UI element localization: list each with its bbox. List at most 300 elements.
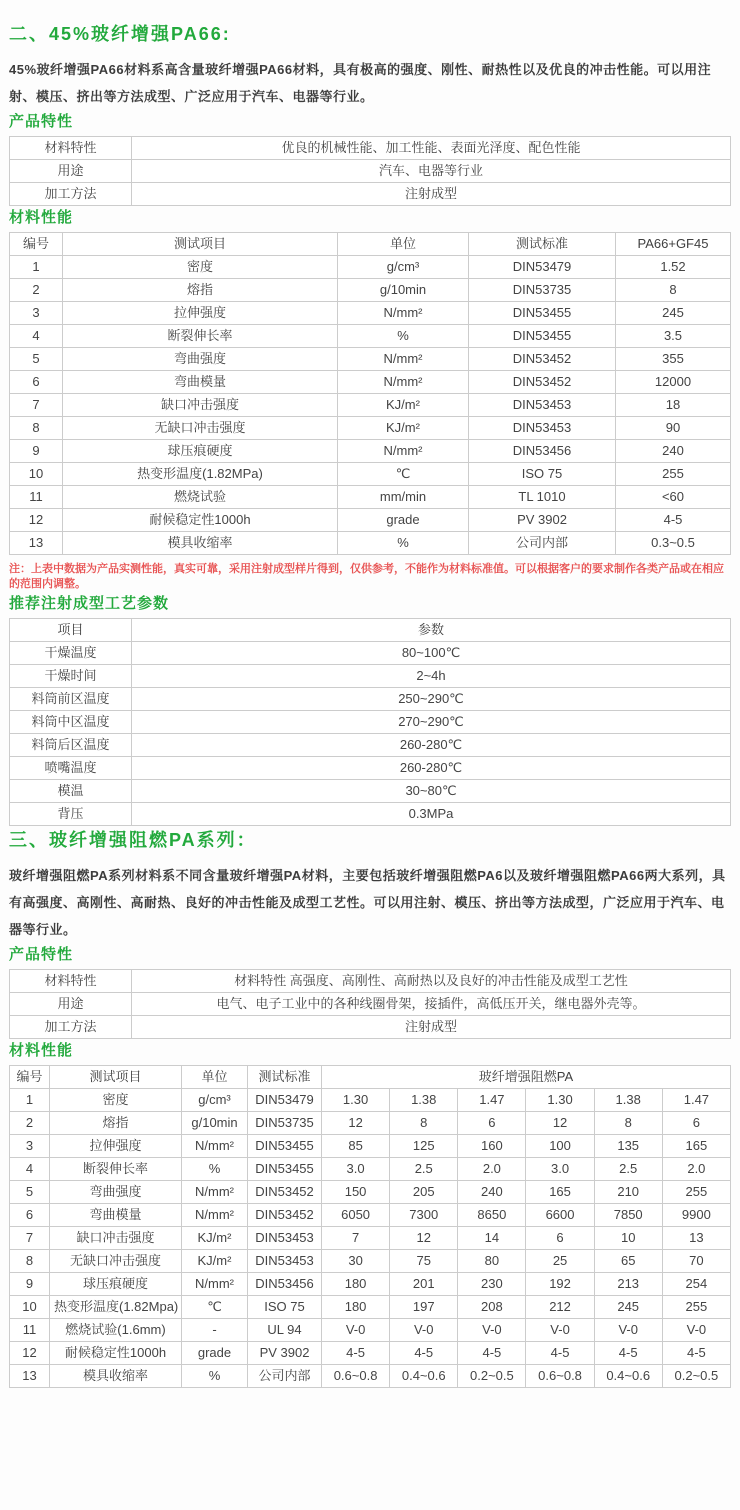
table-cell: 优良的机械性能、加工性能、表面光泽度、配色性能 (132, 137, 731, 160)
table-cell: DIN53452 (469, 348, 616, 371)
section-fr-pa-series (9, 826, 731, 1388)
table-cell: V-0 (390, 1319, 458, 1342)
section2-description: 45%玻纤增强PA66材料系高含量玻纤增强PA66材料，具有极高的强度、刚性、耐热性以及优良的冲击性能。可以用注射、模压、挤出等方法成型、广泛应用于汽车、电器等行业。 (9, 62, 712, 104)
table-cell: 密度 (50, 1089, 182, 1112)
table-cell: V-0 (662, 1319, 730, 1342)
table-row (10, 463, 731, 486)
table-row (10, 137, 731, 160)
table-cell: 8 (594, 1112, 662, 1135)
table-cell: KJ/m² (182, 1227, 248, 1250)
table-cell: 料筒后区温度 (10, 734, 132, 757)
table-cell: 10 (10, 463, 63, 486)
table-cell: 213 (594, 1273, 662, 1296)
table-cell: 4-5 (662, 1342, 730, 1365)
table-cell: g/10min (182, 1112, 248, 1135)
table-cell: 205 (390, 1181, 458, 1204)
table-cell: <60 (616, 486, 731, 509)
table-cell: 燃烧试验 (63, 486, 338, 509)
features-heading: 产品特性 (9, 113, 74, 130)
section2-title: 二、45%玻纤增强PA66: (9, 24, 231, 44)
table-cell: 260-280℃ (132, 734, 731, 757)
table-cell: 模具收缩率 (50, 1365, 182, 1388)
table-row (10, 1135, 731, 1158)
molding-parameters-body (10, 642, 731, 826)
material-properties-body-2 (10, 1089, 731, 1388)
material-properties-body (10, 256, 731, 555)
table-cell: DIN53735 (469, 279, 616, 302)
table-cell: 180 (322, 1296, 390, 1319)
table-cell: 355 (616, 348, 731, 371)
table-cell: 2.0 (458, 1158, 526, 1181)
table-cell: 背压 (10, 803, 132, 826)
table-cell: 197 (390, 1296, 458, 1319)
table-cell: 材料特性 (10, 137, 132, 160)
table-cell: 注射成型 (132, 183, 731, 206)
table-cell: 1.47 (458, 1089, 526, 1112)
table-cell: 缺口冲击强度 (50, 1227, 182, 1250)
table-cell: 192 (526, 1273, 594, 1296)
col-header-unit: 单位 (182, 1066, 248, 1089)
table-cell: DIN53479 (469, 256, 616, 279)
table-cell: 断裂伸长率 (63, 325, 338, 348)
table-row (10, 440, 731, 463)
table-cell: 210 (594, 1181, 662, 1204)
table-row (10, 1365, 731, 1388)
table-cell: N/mm² (338, 348, 469, 371)
table-cell: 7300 (390, 1204, 458, 1227)
table-cell: 0.3~0.5 (616, 532, 731, 555)
properties-heading: 材料性能 (9, 209, 74, 226)
table-row (10, 532, 731, 555)
material-properties-table-2 (9, 1065, 731, 1388)
table-cell: N/mm² (182, 1204, 248, 1227)
table-cell: 245 (594, 1296, 662, 1319)
table-cell: 10 (594, 1227, 662, 1250)
table-cell: % (182, 1158, 248, 1181)
table-cell: 165 (662, 1135, 730, 1158)
table-row (10, 1319, 731, 1342)
table-cell: 18 (616, 394, 731, 417)
table-cell: 240 (616, 440, 731, 463)
table-cell: N/mm² (338, 371, 469, 394)
table-cell: 11 (10, 486, 63, 509)
table-cell: 弯曲模量 (50, 1204, 182, 1227)
table-cell: 1.52 (616, 256, 731, 279)
table-cell: g/cm³ (338, 256, 469, 279)
table-row (10, 757, 731, 780)
table-cell: 12 (10, 509, 63, 532)
col-header-series-group: 玻纤增强阻燃PA (322, 1066, 731, 1089)
col-header-no: 编号 (10, 233, 63, 256)
table-cell: 13 (10, 1365, 50, 1388)
table-row (10, 1016, 731, 1039)
table-cell: 180 (322, 1273, 390, 1296)
table-cell: 0.3MPa (132, 803, 731, 826)
col-header-parameter: 参数 (132, 619, 731, 642)
table-cell: 6 (10, 1204, 50, 1227)
table-cell: 12 (526, 1112, 594, 1135)
table-row (10, 160, 731, 183)
table-cell: 80 (458, 1250, 526, 1273)
table-cell: 模温 (10, 780, 132, 803)
table-cell: DIN53452 (248, 1204, 322, 1227)
table-cell: 6 (458, 1112, 526, 1135)
table-cell: 201 (390, 1273, 458, 1296)
table-row (10, 688, 731, 711)
table-cell: V-0 (322, 1319, 390, 1342)
table-cell: 240 (458, 1181, 526, 1204)
table-row (10, 509, 731, 532)
table-cell: 1.38 (390, 1089, 458, 1112)
table-cell: DIN53452 (248, 1181, 322, 1204)
table-cell: 4-5 (616, 509, 731, 532)
table-cell: 7 (10, 394, 63, 417)
table-cell: grade (182, 1342, 248, 1365)
table-cell: 160 (458, 1135, 526, 1158)
table-row (10, 780, 731, 803)
table-cell: g/10min (338, 279, 469, 302)
table-cell: 3 (10, 1135, 50, 1158)
table-cell: 12000 (616, 371, 731, 394)
table-cell: 25 (526, 1250, 594, 1273)
col-header-grade: PA66+GF45 (616, 233, 731, 256)
table-cell: 165 (526, 1181, 594, 1204)
table-cell: 90 (616, 417, 731, 440)
table-row (10, 993, 731, 1016)
table-row (10, 803, 731, 826)
table-cell: KJ/m² (182, 1250, 248, 1273)
table-cell: 255 (662, 1296, 730, 1319)
table-row (10, 665, 731, 688)
table-cell: 3.0 (526, 1158, 594, 1181)
table-cell: 4-5 (390, 1342, 458, 1365)
table-cell: 5 (10, 1181, 50, 1204)
table-cell: 0.6~0.8 (526, 1365, 594, 1388)
table-cell: DIN53456 (469, 440, 616, 463)
table-cell: DIN53453 (469, 417, 616, 440)
table-cell: 3.5 (616, 325, 731, 348)
table-cell: 干燥温度 (10, 642, 132, 665)
table-row (10, 394, 731, 417)
table-cell: ISO 75 (469, 463, 616, 486)
table-cell: KJ/m² (338, 394, 469, 417)
table-cell: % (338, 325, 469, 348)
product-features-body (10, 137, 731, 206)
table-row (10, 1181, 731, 1204)
table-cell: 10 (10, 1296, 50, 1319)
table-row (10, 371, 731, 394)
table-cell: 喷嘴温度 (10, 757, 132, 780)
table-cell: 250~290℃ (132, 688, 731, 711)
table-cell: 0.2~0.5 (458, 1365, 526, 1388)
table-cell: N/mm² (182, 1135, 248, 1158)
table-cell: DIN53453 (248, 1227, 322, 1250)
table-cell: 1 (10, 1089, 50, 1112)
table-cell: 1 (10, 256, 63, 279)
product-features-table-2 (9, 969, 731, 1039)
table-cell: 8 (616, 279, 731, 302)
table-cell: 2.0 (662, 1158, 730, 1181)
table-cell: 加工方法 (10, 1016, 132, 1039)
table-cell: 6 (662, 1112, 730, 1135)
table-row (10, 734, 731, 757)
table-row (10, 1227, 731, 1250)
table-cell: 断裂伸长率 (50, 1158, 182, 1181)
table-cell: 模具收缩率 (63, 532, 338, 555)
table-cell: 4-5 (322, 1342, 390, 1365)
table-cell: 9900 (662, 1204, 730, 1227)
table-cell: 8650 (458, 1204, 526, 1227)
table-cell: ℃ (338, 463, 469, 486)
col-header-standard: 测试标准 (469, 233, 616, 256)
col-header-unit: 单位 (338, 233, 469, 256)
table-cell: 电气、电子工业中的各种线圈骨架，接插件，高低压开关，继电器外壳等。 (132, 993, 731, 1016)
molding-parameters-table (9, 618, 731, 826)
table-cell: 208 (458, 1296, 526, 1319)
table-cell: 270~290℃ (132, 711, 731, 734)
table-cell: 球压痕硬度 (63, 440, 338, 463)
table-cell: DIN53455 (248, 1135, 322, 1158)
table-cell: N/mm² (182, 1181, 248, 1204)
table-cell: 拉伸强度 (50, 1135, 182, 1158)
table-cell: 熔指 (50, 1112, 182, 1135)
product-features-table (9, 136, 731, 206)
table-cell: N/mm² (182, 1273, 248, 1296)
table-cell: 150 (322, 1181, 390, 1204)
table-cell: grade (338, 509, 469, 532)
table-cell: DIN53455 (248, 1158, 322, 1181)
table-cell: 缺口冲击强度 (63, 394, 338, 417)
table-cell: 公司内部 (469, 532, 616, 555)
table-cell: N/mm² (338, 302, 469, 325)
section-pa66-gf45 (9, 20, 731, 826)
table-cell: 耐候稳定性1000h (50, 1342, 182, 1365)
table-row (10, 348, 731, 371)
table-cell: DIN53455 (469, 302, 616, 325)
table-row (10, 1342, 731, 1365)
properties-heading: 材料性能 (9, 1042, 74, 1059)
table-cell: 注射成型 (132, 1016, 731, 1039)
product-features-body-2 (10, 970, 731, 1039)
table-cell: 12 (10, 1342, 50, 1365)
table-cell: DIN53453 (469, 394, 616, 417)
table-cell: 弯曲模量 (63, 371, 338, 394)
table-cell: 255 (616, 463, 731, 486)
col-header-item: 测试项目 (63, 233, 338, 256)
col-header-standard: 测试标准 (248, 1066, 322, 1089)
table-cell: % (338, 532, 469, 555)
table-cell: 11 (10, 1319, 50, 1342)
table-cell: 70 (662, 1250, 730, 1273)
table-cell: g/cm³ (182, 1089, 248, 1112)
table-cell: 1.30 (322, 1089, 390, 1112)
table-cell: KJ/m² (338, 417, 469, 440)
table-cell: 12 (322, 1112, 390, 1135)
table-cell: DIN53453 (248, 1250, 322, 1273)
section3-title: 三、玻纤增强阻燃PA系列： (9, 830, 257, 850)
table-cell: DIN53455 (469, 325, 616, 348)
table-row (10, 1089, 731, 1112)
table-cell: mm/min (338, 486, 469, 509)
table-cell: ℃ (182, 1296, 248, 1319)
table-cell: V-0 (458, 1319, 526, 1342)
col-header-item: 项目 (10, 619, 132, 642)
table-cell: 用途 (10, 993, 132, 1016)
table-cell: 125 (390, 1135, 458, 1158)
table-row (10, 1250, 731, 1273)
col-header-no: 编号 (10, 1066, 50, 1089)
table-cell: 0.4~0.6 (594, 1365, 662, 1388)
col-header-item: 测试项目 (50, 1066, 182, 1089)
table-cell: DIN53452 (469, 371, 616, 394)
table-cell: 无缺口冲击强度 (63, 417, 338, 440)
table-cell: 球压痕硬度 (50, 1273, 182, 1296)
table-cell: 13 (662, 1227, 730, 1250)
table-header-row (10, 619, 731, 642)
table-cell: 3.0 (322, 1158, 390, 1181)
table-cell: 热变形温度(1.82Mpa) (50, 1296, 182, 1319)
table-cell: 260-280℃ (132, 757, 731, 780)
table-cell: TL 1010 (469, 486, 616, 509)
table-cell: 8 (10, 1250, 50, 1273)
table-cell: 拉伸强度 (63, 302, 338, 325)
table-cell: 65 (594, 1250, 662, 1273)
table-cell: 9 (10, 440, 63, 463)
table-cell: 0.4~0.6 (390, 1365, 458, 1388)
table-cell: 料筒中区温度 (10, 711, 132, 734)
table-cell: 用途 (10, 160, 132, 183)
features-heading: 产品特性 (9, 946, 74, 963)
table-cell: 9 (10, 1273, 50, 1296)
table-cell: 30 (322, 1250, 390, 1273)
table-cell: 8 (390, 1112, 458, 1135)
table-cell: 6600 (526, 1204, 594, 1227)
table-cell: V-0 (526, 1319, 594, 1342)
table-cell: 材料特性 (10, 970, 132, 993)
table-cell: 7 (322, 1227, 390, 1250)
table-row (10, 325, 731, 348)
table-cell: 4 (10, 1158, 50, 1181)
table-cell: % (182, 1365, 248, 1388)
table-cell: 0.6~0.8 (322, 1365, 390, 1388)
table-cell: 7850 (594, 1204, 662, 1227)
table-cell: 干燥时间 (10, 665, 132, 688)
table-cell: 85 (322, 1135, 390, 1158)
table-cell: PV 3902 (469, 509, 616, 532)
table-cell: 254 (662, 1273, 730, 1296)
table-cell: 4-5 (594, 1342, 662, 1365)
table-cell: 熔指 (63, 279, 338, 302)
table-cell: 无缺口冲击强度 (50, 1250, 182, 1273)
table-cell: 30~80℃ (132, 780, 731, 803)
table-cell: 2 (10, 279, 63, 302)
table-cell: 230 (458, 1273, 526, 1296)
table-cell: 公司内部 (248, 1365, 322, 1388)
table-cell: DIN53456 (248, 1273, 322, 1296)
table-cell: 4-5 (526, 1342, 594, 1365)
table-cell: 4 (10, 325, 63, 348)
table-cell: UL 94 (248, 1319, 322, 1342)
table-cell: 汽车、电器等行业 (132, 160, 731, 183)
table-cell: 弯曲强度 (63, 348, 338, 371)
table-cell: 8 (10, 417, 63, 440)
table-cell: ISO 75 (248, 1296, 322, 1319)
table-cell: 255 (662, 1181, 730, 1204)
table-cell: 弯曲强度 (50, 1181, 182, 1204)
table-cell: 2.5 (594, 1158, 662, 1181)
table-cell: 3 (10, 302, 63, 325)
table-row (10, 417, 731, 440)
table-cell: 耐候稳定性1000h (63, 509, 338, 532)
table-cell: 6 (10, 371, 63, 394)
table-header-row (10, 233, 731, 256)
table-row (10, 1204, 731, 1227)
table-cell: 热变形温度(1.82MPa) (63, 463, 338, 486)
table-row (10, 1296, 731, 1319)
table-cell: 75 (390, 1250, 458, 1273)
table-cell: 加工方法 (10, 183, 132, 206)
table-row (10, 642, 731, 665)
table-cell: 燃烧试验(1.6mm) (50, 1319, 182, 1342)
table-cell: - (182, 1319, 248, 1342)
table-cell: 1.47 (662, 1089, 730, 1112)
process-heading: 推荐注射成型工艺参数 (9, 595, 170, 612)
table-cell: 6 (526, 1227, 594, 1250)
table-row (10, 279, 731, 302)
table-row (10, 1112, 731, 1135)
table-cell: N/mm² (338, 440, 469, 463)
table-row (10, 1273, 731, 1296)
table-cell: 2.5 (390, 1158, 458, 1181)
table-cell: 12 (390, 1227, 458, 1250)
table-cell: V-0 (594, 1319, 662, 1342)
table-cell: 1.38 (594, 1089, 662, 1112)
table-row (10, 970, 731, 993)
table-cell: DIN53479 (248, 1089, 322, 1112)
section3-description: 玻纤增强阻燃PA系列材料系不同含量玻纤增强PA材料，主要包括玻纤增强阻燃PA6以及玻纤增强阻燃PA66两大系列，具有高强度、高刚性、高耐热、良好的冲击性能及成型工艺性。可以用注射、模压、挤出等方法成型，广泛应用于汽车、电器等行业。 (9, 868, 726, 937)
table-cell: 14 (458, 1227, 526, 1250)
table-cell: 密度 (63, 256, 338, 279)
table-cell: 212 (526, 1296, 594, 1319)
table-cell: 2 (10, 1112, 50, 1135)
table-cell: 6050 (322, 1204, 390, 1227)
table-row (10, 1158, 731, 1181)
table-cell: 0.2~0.5 (662, 1365, 730, 1388)
table-cell: 2~4h (132, 665, 731, 688)
table-cell: 7 (10, 1227, 50, 1250)
table-header-row (10, 1066, 731, 1089)
table-row (10, 486, 731, 509)
table-cell: 4-5 (458, 1342, 526, 1365)
table-cell: 材料特性 高强度、高刚性、高耐热以及良好的冲击性能及成型工艺性 (132, 970, 731, 993)
table-cell: 100 (526, 1135, 594, 1158)
table-row (10, 183, 731, 206)
table-cell: 5 (10, 348, 63, 371)
table-cell: 料筒前区温度 (10, 688, 132, 711)
table-row (10, 711, 731, 734)
material-properties-table (9, 232, 731, 555)
table-row (10, 302, 731, 325)
table-cell: 245 (616, 302, 731, 325)
table-cell: DIN53735 (248, 1112, 322, 1135)
table-cell: 1.30 (526, 1089, 594, 1112)
table-row (10, 256, 731, 279)
table-cell: 80~100℃ (132, 642, 731, 665)
table-cell: PV 3902 (248, 1342, 322, 1365)
disclaimer-note: 注：上表中数据为产品实测性能，真实可靠，采用注射成型样片得到，仅供参考，不能作为材料标准值。可以根据客户的要求制作各类产品或在相应的范围内调整。 (9, 563, 724, 590)
table-cell: 13 (10, 532, 63, 555)
table-cell: 135 (594, 1135, 662, 1158)
